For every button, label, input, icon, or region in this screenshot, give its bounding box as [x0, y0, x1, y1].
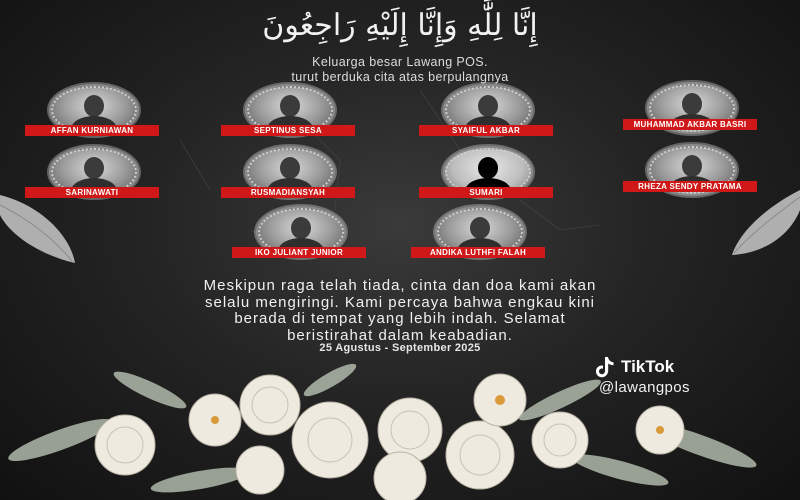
left-leaf-decoration: [0, 185, 80, 265]
person-name: SEPTINUS SESA: [221, 125, 355, 136]
message-line-3: berada di tempat yang lebih indah. Selamat: [234, 310, 566, 327]
person-card: [17, 86, 167, 146]
floral-decoration: [0, 360, 800, 500]
arabic-calligraphy: إِنَّا لِلَّٰهِ وَإِنَّا إِلَيْهِ رَاجِعُونَ: [262, 8, 538, 43]
tiktok-brand: TikTok: [621, 357, 675, 376]
date-range: 25 Agustus - September 2025: [319, 342, 481, 354]
condolence-message: [0, 278, 800, 344]
intro-line-1: Keluarga besar Lawang POS.: [312, 55, 488, 69]
person-name: ANDIKA LUTHFI FALAH: [411, 247, 545, 258]
message-line-4: beristirahat dalam keabadian.: [287, 326, 513, 344]
person-name: AFFAN KURNIAWAN: [25, 125, 159, 136]
message-line-1: Meskipun raga telah tiada, cinta dan doa kami akan: [203, 277, 597, 294]
message-line-2: selalu mengiringi. Kami percaya bahwa engkau kini: [204, 293, 596, 311]
person-card: [615, 84, 765, 144]
person-card: [224, 208, 374, 268]
person-card: [411, 148, 561, 208]
person-name: RUSMADIANSYAH: [221, 187, 355, 198]
person-name: SARINAWATI: [25, 187, 159, 198]
tiktok-handle: @lawangpos: [599, 379, 690, 396]
person-card: [213, 148, 363, 208]
intro-text: [0, 55, 800, 85]
person-name: SYAIFUL AKBAR: [419, 125, 553, 136]
intro-line-2: turut berduka cita atas berpulangnya: [291, 70, 509, 84]
person-name: RHEZA SENDY PRATAMA: [623, 181, 757, 192]
right-leaf-decoration: [730, 185, 800, 265]
person-name: SUMARI: [419, 187, 553, 198]
person-card: [411, 86, 561, 146]
person-name: MUHAMMAD AKBAR BASRI: [623, 119, 757, 130]
person-name: IKO JULIANT JUNIOR: [232, 247, 366, 258]
person-card: [403, 208, 553, 268]
person-card: [213, 86, 363, 146]
